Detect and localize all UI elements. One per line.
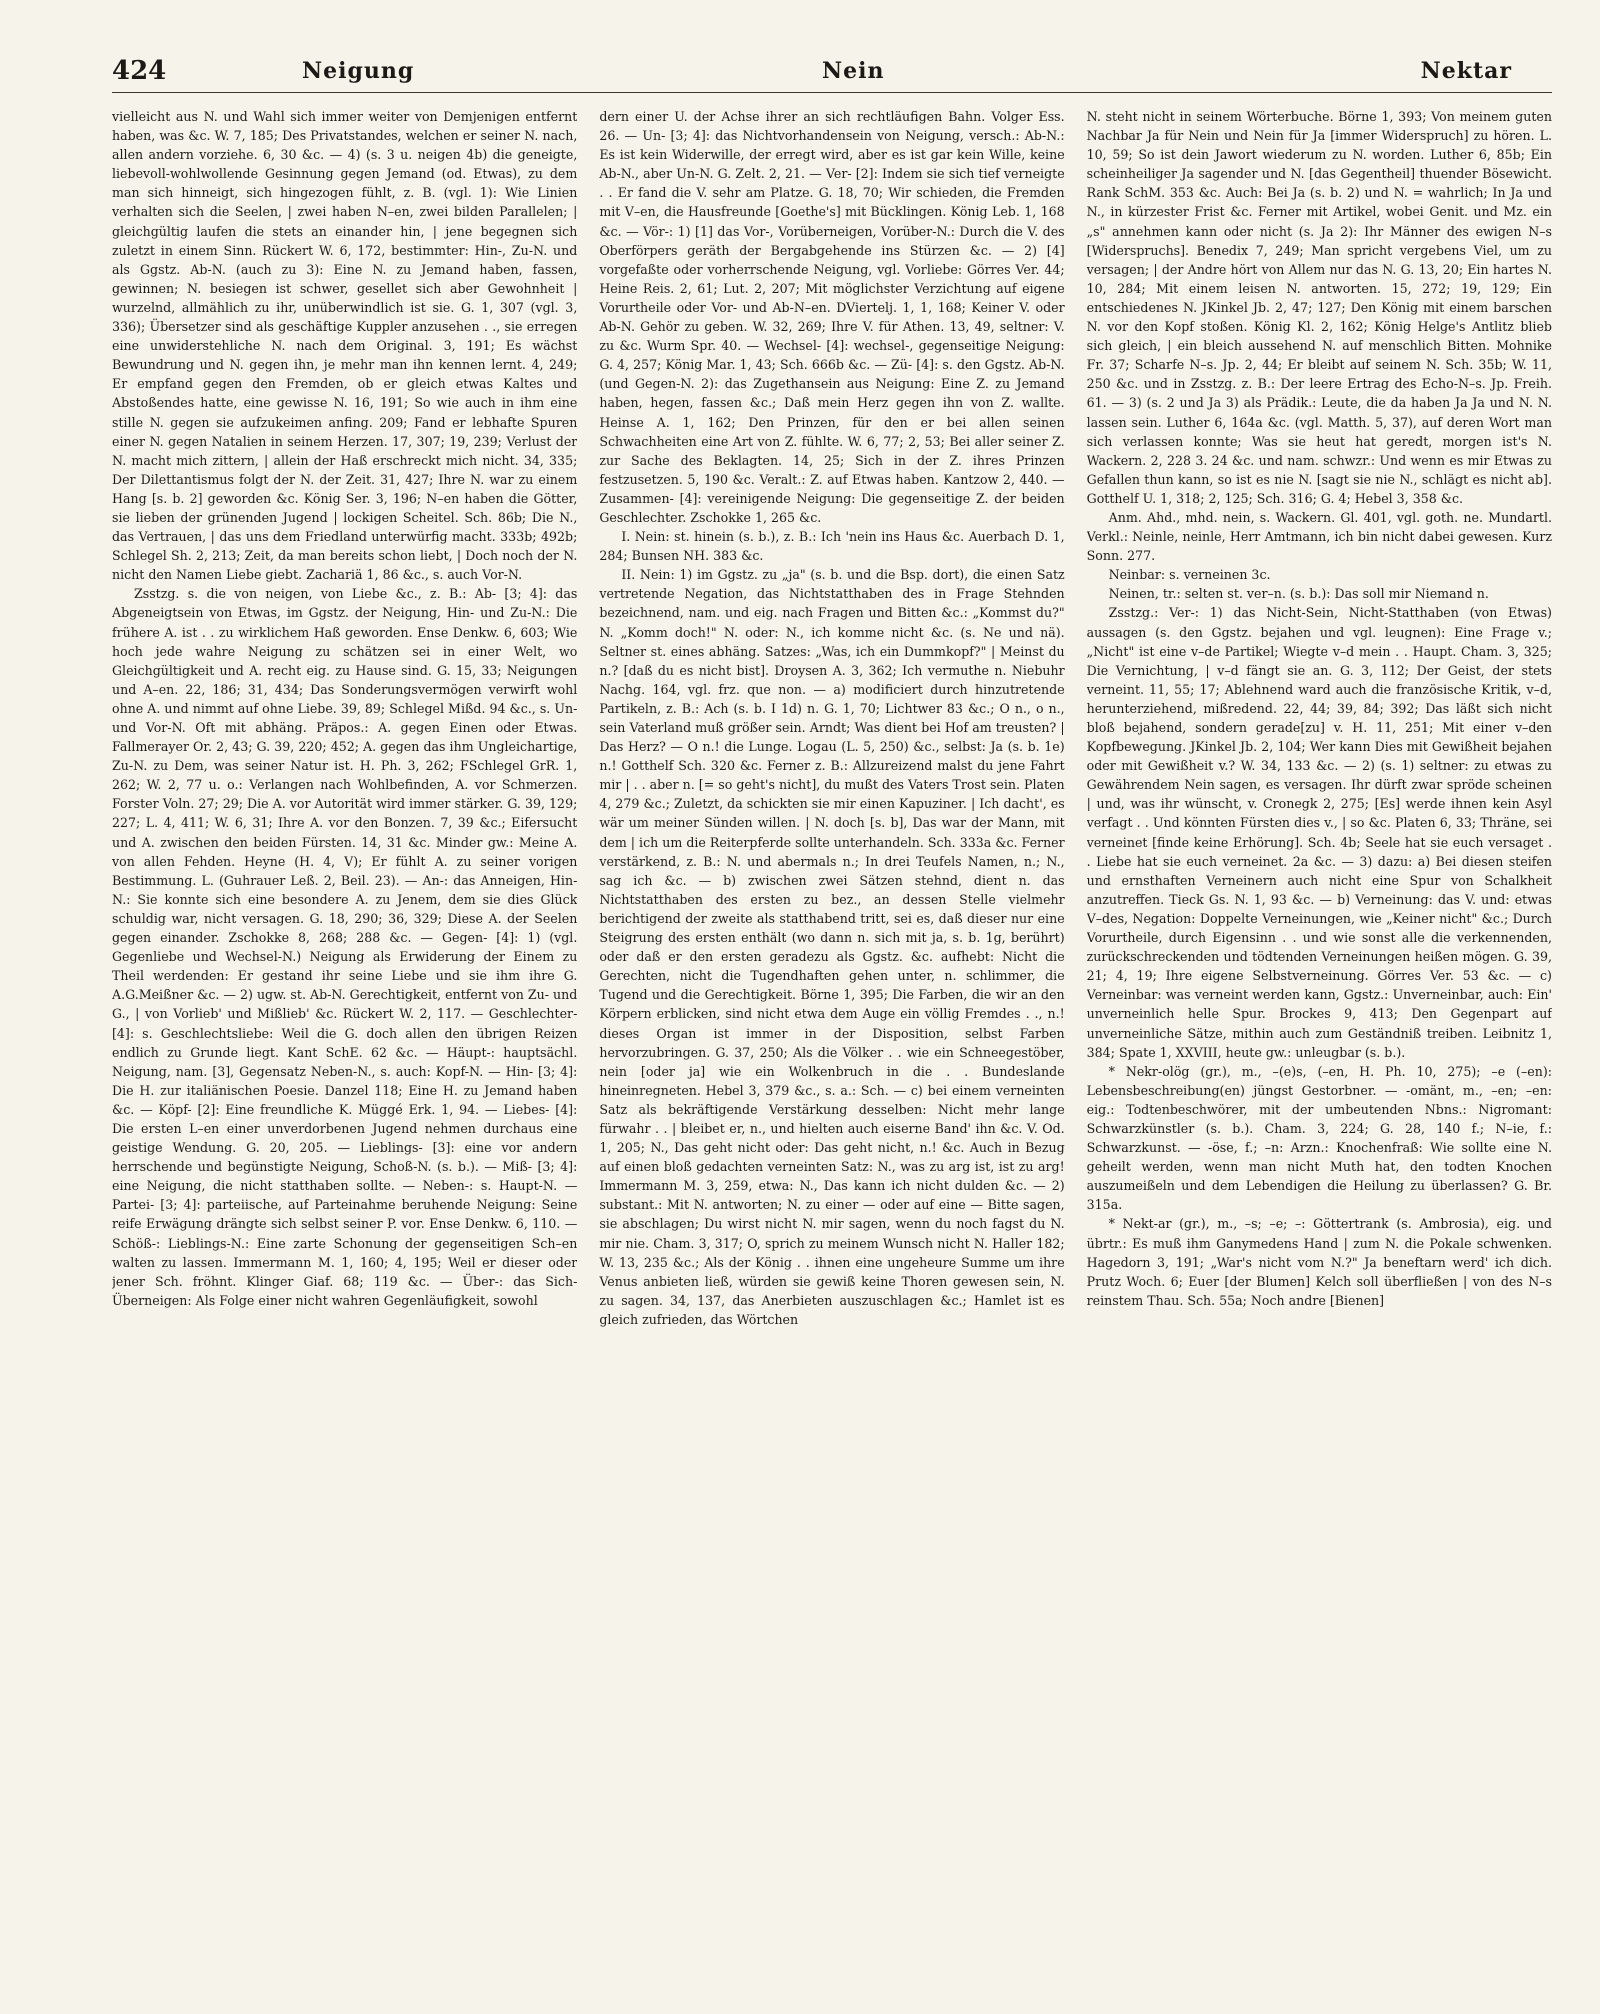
center-guide-word: Nein xyxy=(822,58,885,84)
entry-paragraph: I. Nein: st. hinein (s. b.), z. B.: Ich 'nein ins Haus &c. Auerbach D. 1, 284; Bunsen NH. 383 &c. xyxy=(599,529,1065,564)
left-guide-word: Neigung xyxy=(302,58,415,84)
entry-paragraph: * Nekr-olög (gr.), m., –(e)s, (–en, H. Ph. 10, 275); –e (–en): Lebensbeschreibung(en) jüngst Gestorbner. — -omänt, m., –en; –en: eig.: Todtenbeschwörer, mit der umbeutenden Nbns.: Nigromant: Schwarzkünstler (s. b.). Cham. 3, 224; G. 28, 140 f.; N–ie, f.: Schwarzkunst. — -öse, f.; –n: Arzn.: Knochenfraß: Wie sollte eine N. geheilt werden, wenn man nicht Muth hat, den todten Knochen auszumeißeln und dem Lebendigen die Heilung zu überlassen? G. Br. 315a. xyxy=(1086,1063,1552,1213)
entry-paragraph: dern einer U. der Achse ihrer an sich rechtläufigen Bahn. Volger Ess. 26. — Un- [3; 4]: das Nichtvorhandensein von Neigung, versch.: Ab-N.: Es ist kein Widerwille, der erregt wird, aber es ist gar kein Wille, keine Ab-N., aber Un-N. G. Zelt. 2, 21. — Ver- [2]: Indem sie sich tief verneigte . . Er fand die V. sehr am Platze. G. 18, 70; Wir schieden, die Fremden mit V–en, die Hausfreunde [Goethe's] mit Bücklingen. König Leb. 1, 168 &c. — Vör-: 1) [1] das Vor-, Vorüberneigen, Vorüber-N.: Durch die V. des Oberförpers geräth der Bergabgehende ins Stürzen &c. — 2) [4] vorgefaßte oder vorherrschende Neigung, vgl. Vorliebe: Görres Ver. 44; Heine Reis. 2, 61; Lut. 2, 207; Mit möglichster Verzichtung auf eigene Vorurtheile oder Vor- und Ab-N–en. DViertelj. 1, 1, 168; Keiner V. oder Ab-N. Gehör zu geben. W. 32, 269; Ihre V. für Athen. 13, 49, seltner: V. zu &c. Wurm Spr. 40. — Wechsel- [4]: wechsel-, gegenseitige Neigung: G. 4, 257; König Mar. 1, 43; Sch. 666b &c. — Zü- [4]: s. den Ggstz. Ab-N. (und Gegen-N. 2): das Zugethansein aus Neigung: Eine Z. zu Jemand haben, hegen, fassen &c.; Daß mein Herz gegen ihn von Z. wallte. Heinse A. 1, 162; Den Prinzen, für den er bei allen seinen Schwachheiten eine Art von Z. fühlte. W. 6, 77; 2, 53; Bei aller seiner Z. zur Sache des Beklagten. 14, 25; Sich in der Z. ihres Prinzen festzusetzen. 5, 190 &c. Veralt.: Z. auf Etwas haben. Kantzow 2, 440. — Zusammen- [4]: vereinigende Neigung: Die gegenseitige Z. der beiden Geschlechter. Zschokke 1, 265 &c. xyxy=(599,109,1065,525)
page-number: 424 xyxy=(112,56,167,86)
column-right xyxy=(1087,107,1552,1987)
entry-paragraph: N. steht nicht in seinem Wörterbuche. Börne 1, 393; Von meinem guten Nachbar Ja für Nein und Nein für Ja [immer Widerspruch] zu hören. L. 10, 59; So ist dein Jawort wiederum zu N. worden. Luther 6, 85b; Ein scheinheiliger Ja sagender und N. [das Gegentheil] thuender Bösewicht. Rank SchM. 353 &c. Auch: Bei Ja (s. b. 2) und N. = wahrlich; In Ja und N., in kürzester Frist &c. Ferner mit Artikel, wobei Genit. und Mz. ein „s" annehmen kann oder nicht (s. Ja 2): Ihr Männer des ewigen N–s [Widerspruchs]. Benedix 7, 249; Man spricht vergebens Viel, um zu versagen; | der Andre hört von Allem nur das N. G. 13, 20; Ein hartes N. 10, 284; Mit einem leisen N. antworten. 15, 272; 19, 129; Ein entschiedenes N. JKinkel Jb. 2, 47; 127; Den König mit einem barschen N. vor den Kopf stoßen. König Kl. 2, 162; König Helge's Antlitz blieb sich gleich, | ein bleich aussehend N. auf menschlich Bitten. Mohnike Fr. 37; Scharfe N–s. Jp. 2, 44; Er bleibt auf seinem N. Sch. 35b; W. 11, 250 &c. und in Zsstzg. z. B.: Der leere Ertrag des Echo-N–s. Jp. Freih. 61. — 3) (s. 2 und Ja 3) als Prädik.: Leute, die da haben Ja Ja und N. N. lassen sein. Luther 6, 164a &c. (vgl. Matth. 5, 37), auf deren Wort man sich verlassen konnte; Was sie heut hat geredt, morgen ist's N. Wackern. 2, 228 3. 24 &c. und nam. schwzr.: Und wenn es mir Etwas zu Gefallen thun kann, so ist es nie N. [sagt sie nie N., schlägt es nicht ab]. Gotthelf U. 1, 318; 2, 125; Sch. 316; G. 4; Hebel 3, 358 &c. xyxy=(1086,109,1552,506)
running-header xyxy=(112,52,1552,93)
right-guide-word: Nektar xyxy=(1420,58,1512,84)
entry-paragraph: Neinen, tr.: selten st. ver–n. (s. b.): Das soll mir Niemand n. xyxy=(1108,586,1489,602)
text-columns xyxy=(112,107,1552,1987)
entry-paragraph: * Nekt-ar (gr.), m., –s; –e; –: Göttertrank (s. Ambrosia), eig. und übrtr.: Es muß ihm Ganymedens Hand | zum N. die Pokale schwenken. Hagedorn 3, 191; „War's nicht vom N.?" Ja beneftarn werd' ich dich. Prutz Woch. 6; Euer [der Blumen] Kelch soll überfließen | von des N–s reinstem Thau. Sch. 55a; Noch andre [Bienen] xyxy=(1086,1216,1552,1308)
entry-paragraph: Zsstzg. s. die von neigen, von Liebe &c., z. B.: Ab- [3; 4]: das Abgeneigtsein von Etwas, im Ggstz. der Neigung, Hin- und Zu-N.: Die frühere A. ist . . zu wirklichem Haß geworden. Ense Denkw. 6, 603; Wie hoch jede wahre Neigung zu schätzen sei in einer Welt, wo Gleichgültigkeit und A. recht eig. zu Hause sind. G. 15, 33; Neigungen und A–en. 22, 186; 31, 434; Das Sonderungsvermögen verwirft wohl ohne A. und nimmt auf ohne Liebe. 39, 89; Schlegel Mißd. 94 &c., s. Un- und Vor-N. Oft mit abhäng. Präpos.: A. gegen Einen oder Etwas. Fallmerayer Or. 2, 43; G. 39, 220; 452; A. gegen das ihm Ungleichartige, Zu-N. zu Dem, was seiner Natur ist. H. Ph. 3, 262; FSchlegel GrR. 1, 262; W. 2, 77 u. o.: Verlangen nach Wohlbefinden, A. vor Schmerzen. Forster Voln. 27; 29; Die A. vor Autorität wird immer stärker. G. 39, 129; 227; L. 4, 411; W. 6, 31; Ihre A. vor den Bonzen. 7, 39 &c.; Eifersucht und A. zwischen den beiden Fürsten. 14, 31 &c. Minder gw.: Meine A. von allen Fehden. Heyne (H. 4, V); Er fühlt A. zu seiner vorigen Bestimmung. L. (Guhrauer Leß. 2, Beil. 23). — An-: das Anneigen, Hin-N.: Sie konnte sich eine besondere A. zu Jenem, dem sie dies Glück schuldig war, nicht versagen. G. 18, 290; 36, 329; Diese A. der Seelen gegen einander. Zschokke 8, 268; 288 &c. — Gegen- [4]: 1) (vgl. Gegenliebe und Wechsel-N.) Neigung als Erwiderung der Einem zu Theil werdenden: Er gestand ihr seine Liebe und sie ihm ihre G. A.G.Meißner &c. — 2) ugw. st. Ab-N. Gerechtigkeit, entfernt von Zu- und G., | von Vorlieb' und Mißlieb' &c. Rückert W. 2, 117. — Geschlechter- [4]: s. Geschlechtsliebe: Weil die G. doch allen den übrigen Reizen endlich zu Grunde liegt. Kant SchE. 62 &c. — Häupt-: hauptsächl. Neigung, nam. [3], Gegensatz Neben-N., s. auch: Kopf-N. — Hin- [3; 4]: Die H. zur italiänischen Poesie. Danzel 118; Eine H. zu Jemand haben &c. — Köpf- [2]: Eine freundliche K. Müggé Erk. 1, 94. — Liebes- [4]: Die ersten L–en einer unverdorbenen Jugend nehmen durchaus eine geistige Wendung. G. 20, 205. — Lieblings- [3]: eine vor andern herrschende und begünstigte Neigung, Schoß-N. (s. b.). — Miß- [3; 4]: eine Neigung, die nicht statthaben sollte. — Neben-: s. Haupt-N. — Partei- [3; 4]: parteiische, auf Parteinahme beruhende Neigung: Seine reife Erwägung drängte sich selbst seiner P. vor. Ense Denkw. 6, 110. — Schöß-: Lieblings-N.: Eine zarte Schonung der gegenseitigen Sch–en walten zu lassen. Immermann M. 1, 160; 4, 195; Weil er dieser oder jener Sch. fröhnt. Klinger Giaf. 68; 119 &c. — Über-: das Sich-Überneigen: Als Folge einer nicht wahren Gegenläufigkeit, sowohl xyxy=(112,586,578,1308)
entry-paragraph: Anm. Ahd., mhd. nein, s. Wackern. Gl. 401, vgl. goth. ne. Mundartl. Verkl.: Neinle, neinle, Herr Amtmann, ich bin nicht dabei gewesen. Kurz Sonn. 277. xyxy=(1086,509,1552,564)
column-middle xyxy=(599,107,1064,1987)
entry-paragraph: II. Nein: 1) im Ggstz. zu „ja" (s. b. und die Bsp. dort), die einen Satz vertretende Negation, das Nichtstatthaben des in Frage Stehnden bezeichnend, nam. und eig. nach Fragen und Bitten &c.: „Kommst du?" N. „Komm doch!" N. oder: N., ich komme nicht &c. (s. Ne und nä). Seltner st. eines abhäng. Satzes: „Was, ich ein Dummkopf?" | Meinst du n.? [daß du es nicht bist]. Droysen A. 3, 362; Ich vermuthe n. Niebuhr Nachg. 164, vgl. frz. que non. — a) modificiert durch hinzutretende Partikeln, z. B.: Ach (s. b. I 1d) n. G. 1, 70; Lichtwer 83 &c.; O n., o n., sein Vaterland muß größer sein. Arndt; Was dient bei Hof am treusten? | Das Herz? — O n.! die Lunge. Logau (L. 5, 250) &c., selbst: Ja (s. b. 1e) n.! Gotthelf Sch. 320 &c. Ferner z. B.: Allzureizend malst du jene Fahrt mir | . . aber n. [= so geht's nicht], du mußt des Vaters Trost sein. Platen 4, 279 &c.; Zuletzt, da schickten sie mir einen Kapuziner. | Ich dacht', es wär um meiner Sünden willen. | N. doch [s. b], Das war der Mann, mit dem | ich um die Reiterpferde sollte unterhandeln. Sch. 333a &c. Ferner verstärkend, z. B.: N. und abermals n.; In drei Teufels Namen, n.; N., sag ich &c. — b) zwischen zwei Sätzen stehnd, dient n. das Nichtstatthaben des ersten zu bez., an dessen Stelle vielmehr berichtigend der zweite als statthabend tritt, sei es, daß dieser nur eine Steigrung des ersten enthält (wo dann n. sich mit ja, s. b. 1g, berührt) oder daß er den ersten geradezu als Ggstz. &c. aufhebt: Nicht die Gerechten, nicht die Tugendhaften gehen unter, n. schlimmer, die Tugend und die Gerechtigkeit. Börne 1, 395; Die Farben, die wir an den Körpern erblicken, sind nicht etwa dem Auge ein völlig Fremdes . ., n.! dieses Organ ist immer in der Disposition, selbst Farben hervorzubringen. G. 37, 250; Als die Völker . . wie ein Schneegestöber, nein [oder ja] wie ein Wolkenbruch in die . . Bundeslande hineinregneten. Hebel 3, 379 &c., s. a.: Sch. — c) bei einem verneinten Satz als bekräftigende Verstärkung desselben: Nicht mehr lange fürwahr . . | bleibet er, n., und hielten auch eiserne Band' ihn &c. V. Od. 1, 205; N., Das geht nicht oder: Das geht nicht, n.! &c. Auch in Bezug auf einen bloß gedachten verneinten Satz: N., was zu arg ist, ist zu arg! Immermann M. 3, 259, etwa: N., Das kann ich nicht dulden &c. — 2) substant.: Mit N. antworten; N. zu einer — oder auf eine — Bitte sagen, sie abschlagen; Du wirst nicht N. mir sagen, wenn du noch fagst du N. mir nie. Cham. 3, 317; O, sprich zu meinem Wunsch nicht N. Haller 182; W. 13, 235 &c.; Als der König . . ihnen eine ungeheure Summe um ihre Venus anbieten ließ, würden sie gewiß keine Thoren gewesen sein, N. zu sagen. 34, 137, das Anerbieten auszuschlagen &c.; Hamlet ist es gleich zufrieden, das Wörtchen xyxy=(599,567,1065,1327)
column-left xyxy=(112,107,577,1987)
entry-paragraph: Neinbar: s. verneinen 3c. xyxy=(1108,567,1271,583)
entry-paragraph: vielleicht aus N. und Wahl sich immer weiter von Demjenigen entfernt haben, was &c. W. 7, 185; Des Privatstandes, welchen er seiner N. nach, allen andern vorziehe. 6, 30 &c. — 4) (s. 3 u. neigen 4b) die geneigte, liebevoll-wohlwollende Gesinnung gegen Jemand (od. Etwas), zu dem man sich hinneigt, sich hingezogen fühlt, z. B. (vgl. 1): Wie Linien verhalten sich die Seelen, | zwei haben N–en, zwei bilden Parallelen; | gleichgültig laufen die stets an einander hin, | jene begegnen sich zuletzt in einem Sinn. Rückert W. 6, 172, bestimmter: Hin-, Zu-N. und als Ggstz. Ab-N. (auch zu 3): Eine N. zu Jemand haben, fassen, gewinnen; N. besiegen ist schwer, gesellet sich aber Gewohnheit | wurzelnd, allmählich zu ihr, unüberwindlich ist sie. G. 1, 307 (vgl. 3, 336); Übersetzer sind als geschäftige Kuppler anzusehen . ., sie erregen eine unwiderstehliche N. nach dem Original. 3, 191; Es wächst Bewundrung und N. gegen ihn, je mehr man ihn kennen lernt. 4, 249; Er empfand gegen den Fremden, ob er gleich etwas Kaltes und Abstoßendes hatte, eine gewisse N. 16, 191; So wie auch in ihm eine stille N. gegen sie aufzukeimen anfing. 209; Fand er lebhafte Spuren einer N. gegen Natalien in seinem Herzen. 17, 307; 19, 239; Verlust der N. macht mich zittern, | allein der Haß erschreckt mich nicht. 34, 335; Der Dilettantismus folgt der N. der Zeit. 31, 427; Ihre N. war zu einem Hang [s. b. 2] geworden &c. König Ser. 3, 196; N–en haben die Götter, sie lieben der grünenden Jugend | lockigen Scheitel. Sch. 86b; Die N., das Vertrauen, | das uns dem Friedland unterwürfig macht. 333b; 492b; Schlegel Sh. 2, 213; Zeit, da man bereits schon liebt, | Doch noch der N. nicht den Namen Liebe giebt. Zachariä 1, 86 &c., s. auch Vor-N. xyxy=(112,109,578,583)
entry-paragraph: Zsstzg.: Ver-: 1) das Nicht-Sein, Nicht-Statthaben (von Etwas) aussagen (s. den Ggstz. bejahen und vgl. leugnen): Eine Frage v.; „Nicht" ist eine v–de Partikel; Wiegte v–d mein . . Haupt. Cham. 3, 325; Die Vernichtung, | v–d fängt sie an. G. 3, 112; Der Geist, der stets verneint. 11, 55; 17; Ablehnend ward auch die französische Kritik, v–d, herunterziehend, mißredend. 22, 44; 39, 84; 392; Das läßt sich nicht bloß bejahend, sondern gerade[zu] v. H. 11, 251; Mit einer v–den Kopfbewegung. JKinkel Jb. 2, 104; Wer kann Dies mit Gewißheit bejahen oder mit Gewißheit v.? W. 34, 133 &c. — 2) (s. 1) seltner: zu etwas zu Gewährendem Nein sagen, es versagen. Ihr dürft zwar spröde scheinen | und, was ihr wünscht, v. Cronegk 2, 275; [Es] werde ihnen kein Asyl verfagt . . Und könnten Fürsten dies v., | so &c. Platen 6, 33; Thräne, sei verneinet [finde keine Erhörung]. Sch. 4b; Seele hat sie euch versaget . . Liebe hat sie euch verneinet. 2a &c. — 3) dazu: a) Bei diesen steifen und ernsthaften Verneinern auch nicht eine Spur von Schalkheit anzutreffen. Tieck Gs. N. 1, 93 &c. — b) Verneinung: das V. und: etwas V–des, Negation: Doppelte Verneinungen, wie „Keiner nicht" &c.; Durch Vorurtheile, durch Eigensinn . . und wie sonst alle die verkennenden, zurückschreckenden und tödtenden Verneinungen heißen mögen. G. 39, 21; 4, 19; Ihre eigene Selbstverneinung. Görres Ver. 53 &c. — c) Verneinbar: was verneint werden kann, Ggstz.: Unverneinbar, auch: Ein' unverneinlich helle Spur. Brockes 9, 413; Den Gegenpart auf unverneinliche Sätze, mithin auch zum Geständniß treiben. Leibnitz 1, 384; Spate 1, XXVIII, heute gw.: unleugbar (s. b.). xyxy=(1086,605,1552,1060)
